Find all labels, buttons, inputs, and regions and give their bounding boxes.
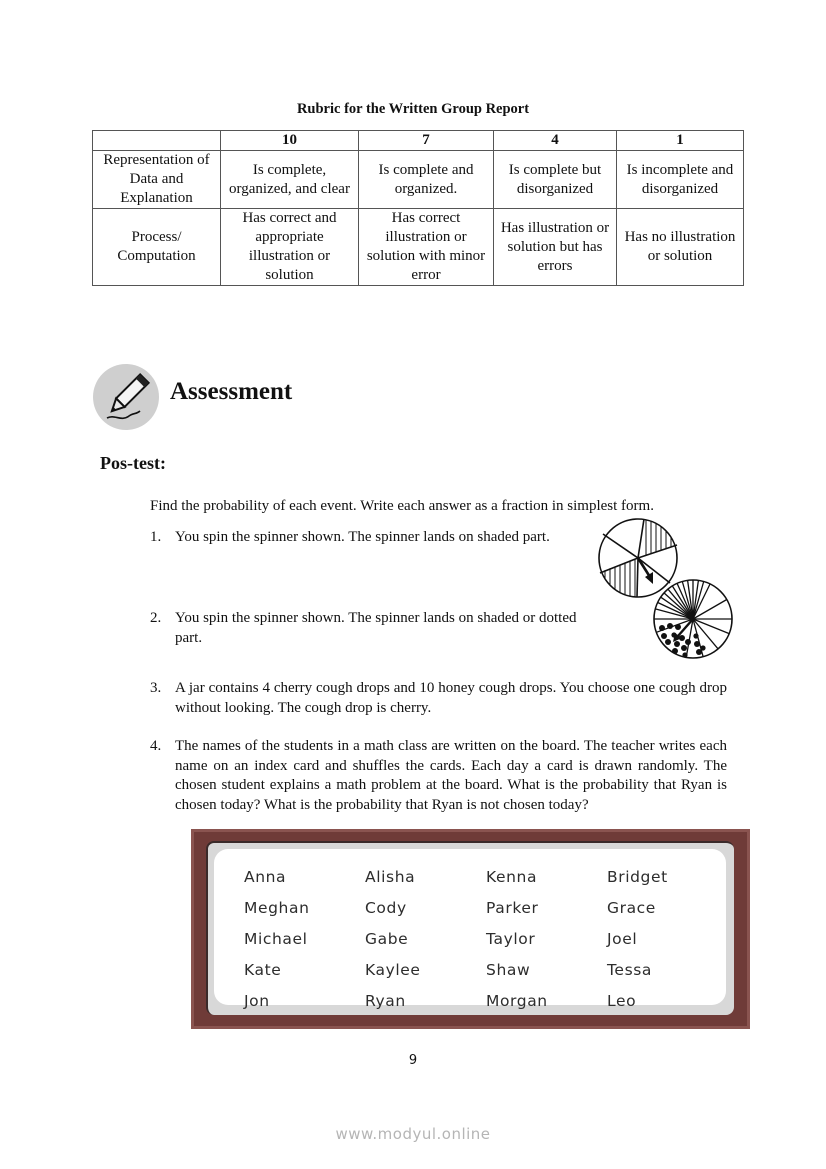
names-grid (244, 868, 728, 1023)
board-name: Anna (244, 868, 287, 886)
rubric-row (93, 209, 744, 286)
question-number: 1. (150, 529, 162, 545)
board-name: Michael (244, 930, 308, 948)
board-name: Bridget (607, 868, 668, 886)
rubric-header-cell: 10 (221, 131, 359, 151)
board-name: Alisha (365, 868, 416, 886)
board-name: Tessa (607, 961, 653, 979)
question-number: 2. (150, 610, 162, 626)
rubric-header-cell: 4 (494, 131, 617, 151)
instructions: Find the probability of each event. Write each answer as a fraction in simplest form. (150, 498, 654, 514)
board-name: Kenna (486, 868, 538, 886)
board-name: Kaylee (365, 961, 421, 979)
rubric-cell: Is complete but disorganized (494, 151, 617, 209)
question-text: A jar contains 4 cherry cough drops and 10 honey cough drops. You choose one cough drop without looking. The cough drop is cherry. (175, 680, 727, 716)
board-name: Grace (607, 899, 656, 917)
class-names-board (191, 829, 750, 1029)
board-name: Jon (244, 992, 270, 1010)
rubric-cell: Has correct illustration or solution with minor error (359, 209, 494, 286)
board-name: Taylor (486, 930, 536, 948)
question-3 (150, 679, 727, 718)
rubric-table (92, 130, 744, 286)
board-frame-inner (206, 841, 734, 1015)
rubric-cell: Is complete and organized. (359, 151, 494, 209)
watermark: www.modyul.online (335, 1125, 491, 1143)
board-name: Shaw (486, 961, 531, 979)
question-1 (150, 528, 610, 548)
spinner-2-diagram (652, 578, 734, 660)
rubric-title: Rubric for the Written Group Report (296, 101, 530, 117)
board-name: Kate (244, 961, 282, 979)
question-number: 4. (150, 738, 162, 754)
question-number: 3. (150, 680, 162, 696)
board-name: Meghan (244, 899, 310, 917)
rubric-cell: Is complete, organized, and clear (221, 151, 359, 209)
board-name: Leo (607, 992, 637, 1010)
rubric-header-cell (93, 131, 221, 151)
rubric-cell: Has correct and appropriate illustration or solution (221, 209, 359, 286)
rubric-criterion: Representation of Data and Explanation (93, 151, 221, 209)
board-name: Parker (486, 899, 539, 917)
rubric-header-row (93, 131, 744, 151)
rubric-cell: Has no illustration or solution (617, 209, 744, 286)
board-name: Gabe (365, 930, 409, 948)
rubric-cell: Has illustration or solution but has errors (494, 209, 617, 286)
rubric-header-cell: 1 (617, 131, 744, 151)
question-2 (150, 609, 580, 648)
page-number: 9 (408, 1053, 418, 1068)
board-name: Ryan (365, 992, 406, 1010)
rubric-header-cell: 7 (359, 131, 494, 151)
question-text: The names of the students in a math class are written on the board. The teacher writes each name on an index card and shuffles the cards. Each day a card is drawn randomly. The chosen student explains a math problem at the board. What is the probability that Ryan is chosen today? What is the probability that Ryan is not chosen today? (175, 738, 727, 813)
assessment-heading: Assessment (170, 378, 293, 405)
board-name: Joel (607, 930, 638, 948)
question-text: You spin the spinner shown. The spinner lands on shaded part. (175, 529, 550, 545)
question-4 (150, 737, 727, 815)
posttest-heading: Pos-test: (100, 453, 166, 473)
question-text: You spin the spinner shown. The spinner lands on shaded or dotted part. (175, 610, 577, 646)
board-name: Morgan (486, 992, 548, 1010)
rubric-row (93, 151, 744, 209)
board-name: Cody (365, 899, 407, 917)
board-surface (214, 849, 726, 1010)
rubric-cell: Is incomplete and disorganized (617, 151, 744, 209)
pencil-icon (93, 364, 159, 430)
rubric-criterion: Process/ Computation (93, 209, 221, 286)
